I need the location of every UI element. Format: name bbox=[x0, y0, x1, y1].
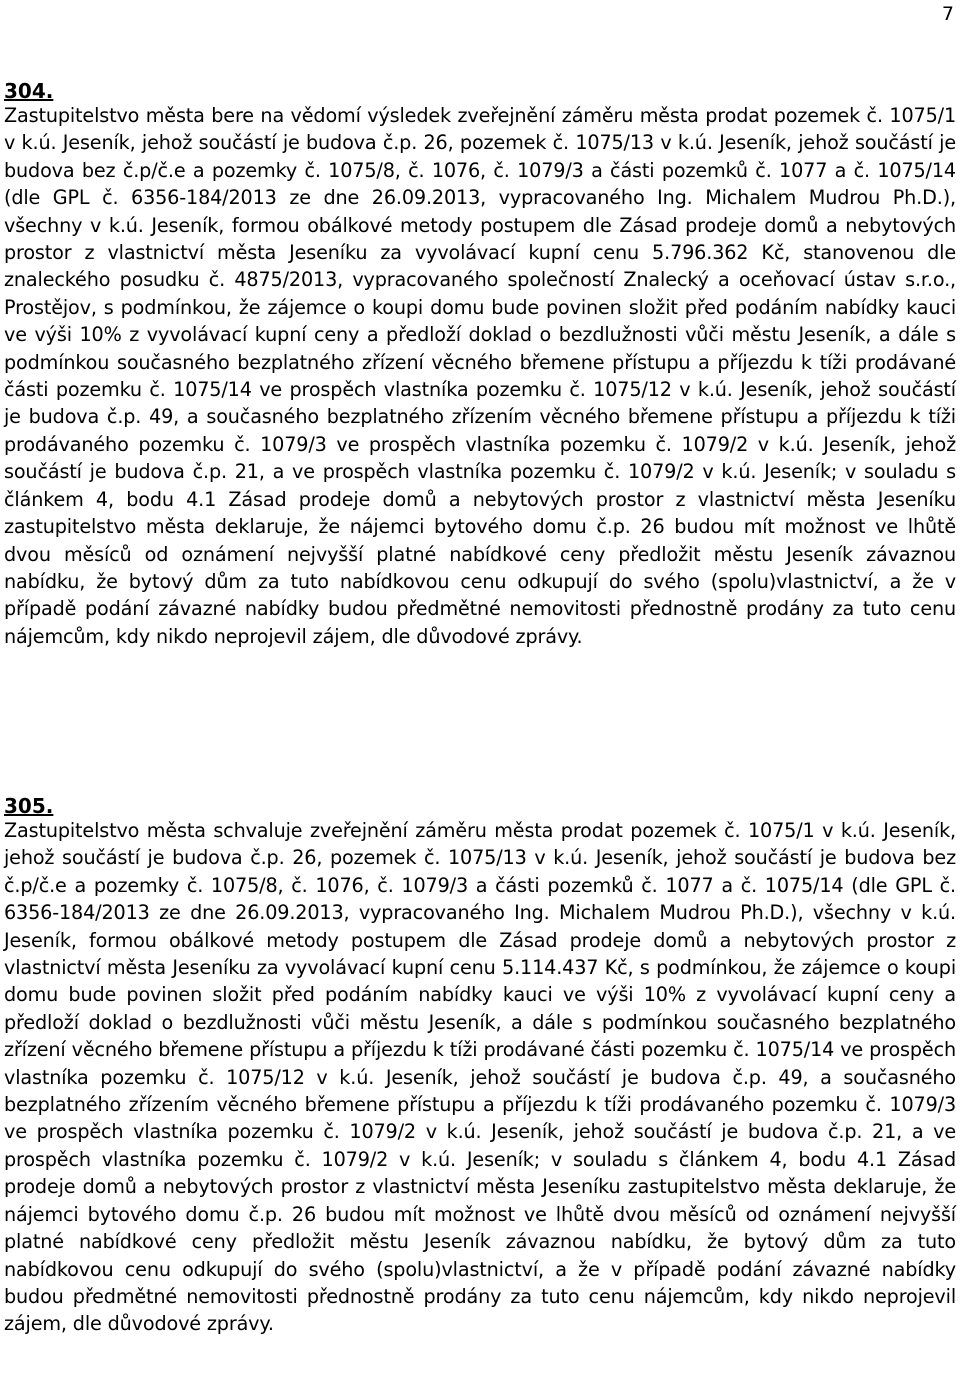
resolution-304 bbox=[4, 80, 956, 650]
resolution-text: Zastupitelstvo města schvaluje zveřejnění záměru města prodat pozemek č. 1075/1 v k.ú. Jeseník, jehož součástí je budova č.p. 26, pozemek č. 1075/13 v k.ú. Jeseník, jehož součástí je budova bez č.p/č.e a pozemky č. 1075/8, č. 1076, č. 1079/3 a části pozemků č. 1077 a č. 1075/14 (dle GPL č. 6356-184/2013 ze dne 26.09.2013, vypracovaného Ing. Michalem Mudrou Ph.D.), všechny v k.ú. Jeseník, formou obálkové metody postupem dle Zásad prodeje domů a nebytových prostor z vlastnictví města Jeseníku za vyvolávací kupní cenu 5.114.437 Kč, s podmínkou, že zájemce o koupi domu bude povinen složit před podáním nabídky kauci ve výši 10% z vyvolávací kupní ceny a předloží doklad o bezdlužnosti vůči městu Jeseník, a dále s podmínkou současného bezplatného zřízení věcného břemene přístupu a příjezdu k tíži prodávané části pozemku č. 1075/14 ve prospěch vlastníka pozemku č. 1075/12 v k.ú. Jeseník, jehož součástí je budova č.p. 49, a současného bezplatného zřízením věcného břemene přístupu a příjezdu k tíži prodávaného pozemku č. 1079/3 ve prospěch vlastníka pozemku č. 1079/2 v k.ú. Jeseník, jehož součástí je budova č.p. 21, a ve prospěch vlastníka pozemku č. 1079/2 v k.ú. Jeseník; v souladu s článkem 4, bodu 4.1 Zásad prodeje domů a nebytových prostor z vlastnictví města Jeseníku zastupitelstvo města deklaruje, že nájemci bytového domu č.p. 26 budou mít možnost ve lhůtě dvou měsíců od oznámení nejvyšší platné nabídkové ceny předložit městu Jeseník závaznou nabídku, že bytový dům za tuto nabídkovou cenu odkupují do svého (spolu)vlastnictví, a že v případě podání závazné nabídky budou předmětné nemovitosti přednostně prodány za tuto cenu nájemcům, kdy nikdo neprojevil zájem, dle důvodové zprávy. bbox=[4, 819, 956, 1336]
page-number: 7 bbox=[941, 3, 954, 25]
resolution-number: 304. bbox=[4, 79, 54, 103]
resolution-text: Zastupitelstvo města bere na vědomí výsledek zveřejnění záměru města prodat pozemek č. 1075/1 v k.ú. Jeseník, jehož součástí je budova č.p. 26, pozemek č. 1075/13 v k.ú. Jeseník, jehož součástí je budova bez č.p/č.e a pozemky č. 1075/8, č. 1076, č. 1079/3 a části pozemků č. 1077 a č. 1075/14 (dle GPL č. 6356-184/2013 ze dne 26.09.2013, vypracovaného Ing. Michalem Mudrou Ph.D.), všechny v k.ú. Jeseník, formou obálkové metody postupem dle Zásad prodeje domů a nebytových prostor z vlastnictví města Jeseníku za vyvolávací kupní cenu 5.796.362 Kč, stanovenou dle znaleckého posudku č. 4875/2013, vypracovaného společností Znalecký a oceňovací ústav s.r.o., Prostějov, s podmínkou, že zájemce o koupi domu bude povinen složit před podáním nabídky kauci ve výši 10% z vyvolávací kupní ceny a předloží doklad o bezdlužnosti vůči městu Jeseník, a dále s podmínkou současného bezplatného zřízení věcného břemene přístupu a příjezdu k tíži prodávané části pozemku č. 1075/14 ve prospěch vlastníka pozemku č. 1075/12 v k.ú. Jeseník, jehož součástí je budova č.p. 49, a současného bezplatného zřízením věcného břemene přístupu a příjezdu k tíži prodávaného pozemku č. 1079/3 ve prospěch vlastníka pozemku č. 1079/2 v k.ú. Jeseník, jehož součástí je budova č.p. 21, a ve prospěch vlastníka pozemku č. 1079/2 v k.ú. Jeseník; v souladu s článkem 4, bodu 4.1 Zásad prodeje domů a nebytových prostor z vlastnictví města Jeseníku zastupitelstvo města deklaruje, že nájemci bytového domu č.p. 26 budou mít možnost ve lhůtě dvou měsíců od oznámení nejvyšší platné nabídkové ceny předložit městu Jeseník závaznou nabídku, že bytový dům za tuto nabídkovou cenu odkupují do svého (spolu)vlastnictví, a že v případě podání závazné nabídky budou předmětné nemovitosti přednostně prodány za tuto cenu nájemcům, kdy nikdo neprojevil zájem, dle důvodové zprávy. bbox=[4, 104, 956, 648]
resolution-number: 305. bbox=[4, 794, 54, 818]
resolution-305 bbox=[4, 795, 956, 1338]
